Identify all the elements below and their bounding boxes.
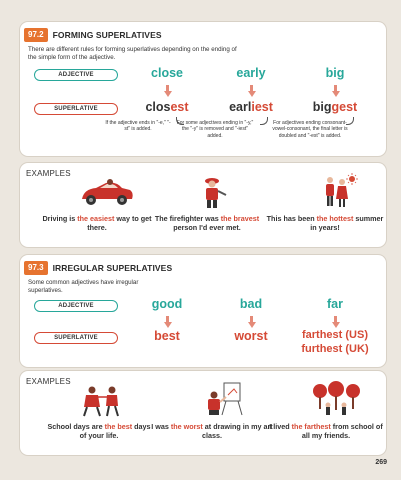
down-arrow-icon [164,322,172,328]
examples-label: EXAMPLES [26,169,71,178]
superlative-closest: closest [145,100,189,114]
section-header [24,28,386,42]
adjective-row [20,66,386,86]
example-hottest: This has been the hottest summer in years! [266,214,384,232]
examples-irregular [20,371,386,455]
page-number: 269 [375,459,387,466]
superlative-label: SUPERLATIVE [34,332,118,344]
section-intro: There are different rules for forming superlatives depending on the ending of the simple form of the adjective. [28,46,237,62]
adjective-bad: bad [239,297,263,311]
superlative-row [20,100,386,120]
superlative-label: SUPERLATIVE [34,103,118,115]
adjective-row [20,297,386,317]
down-arrow-icon [164,91,172,97]
superlative-best: best [154,329,180,343]
adjective-close: close [151,66,183,80]
down-arrow-icon [248,91,256,97]
section-forming-superlatives [20,22,386,156]
note-big: For adjectives ending consonant-vowel-consonant, the final letter is doubled and "-est" is added. [272,120,348,139]
example-easiest: Driving is the easiest way to get there. [42,214,152,232]
note-close: If the adjective ends in "-e," "-st" is added. [105,120,171,133]
down-arrow-icon [332,322,340,328]
section-number: 97.3 [24,261,48,275]
section-title: IRREGULAR SUPERLATIVES [52,263,173,273]
section-title: FORMING SUPERLATIVES [52,30,162,40]
example-bravest: The firefighter was the bravest person I'd ever met. [154,214,260,232]
down-arrow-icon [248,322,256,328]
examples-forming [20,163,386,247]
example-best: School days are the best days of your life. [47,422,151,440]
adjective-far: far [327,297,343,311]
example-worst: I was the worst at drawing in my art class. [151,422,273,440]
firefighter-illustration [200,175,228,209]
example-farthest: I lived the farthest from school of all my friends. [269,422,383,440]
hot-summer-illustration [318,173,358,209]
section-irregular-superlatives [20,255,386,367]
superlative-farthest: farthest (US) [301,329,368,341]
adjective-early: early [236,66,266,80]
superlative-worst: worst [234,329,268,343]
section-number: 97.2 [24,28,48,42]
adjective-label: ADJECTIVE [34,300,118,312]
school-kids-illustration [78,385,128,417]
superlative-row [20,329,386,361]
pointer-line [260,117,268,125]
superlative-biggest: biggest [312,100,358,114]
section-intro: Some common adjectives have irregular superlatives. [28,279,139,295]
adjective-good: good [151,297,183,311]
trees-distance-illustration [310,381,364,417]
note-early: For some adjectives ending in "-y," the "-y" is removed and "-iest" added. [176,120,254,139]
down-arrow-icon [332,91,340,97]
superlative-furthest: furthest (UK) [301,343,369,355]
superlative-earliest: earliest [229,100,273,114]
drawing-easel-illustration [204,381,244,417]
adjective-label: ADJECTIVE [34,69,118,81]
section-header [24,261,386,275]
examples-label: EXAMPLES [26,377,71,386]
car-driver-illustration [76,177,136,207]
adjective-big: big [325,66,345,80]
